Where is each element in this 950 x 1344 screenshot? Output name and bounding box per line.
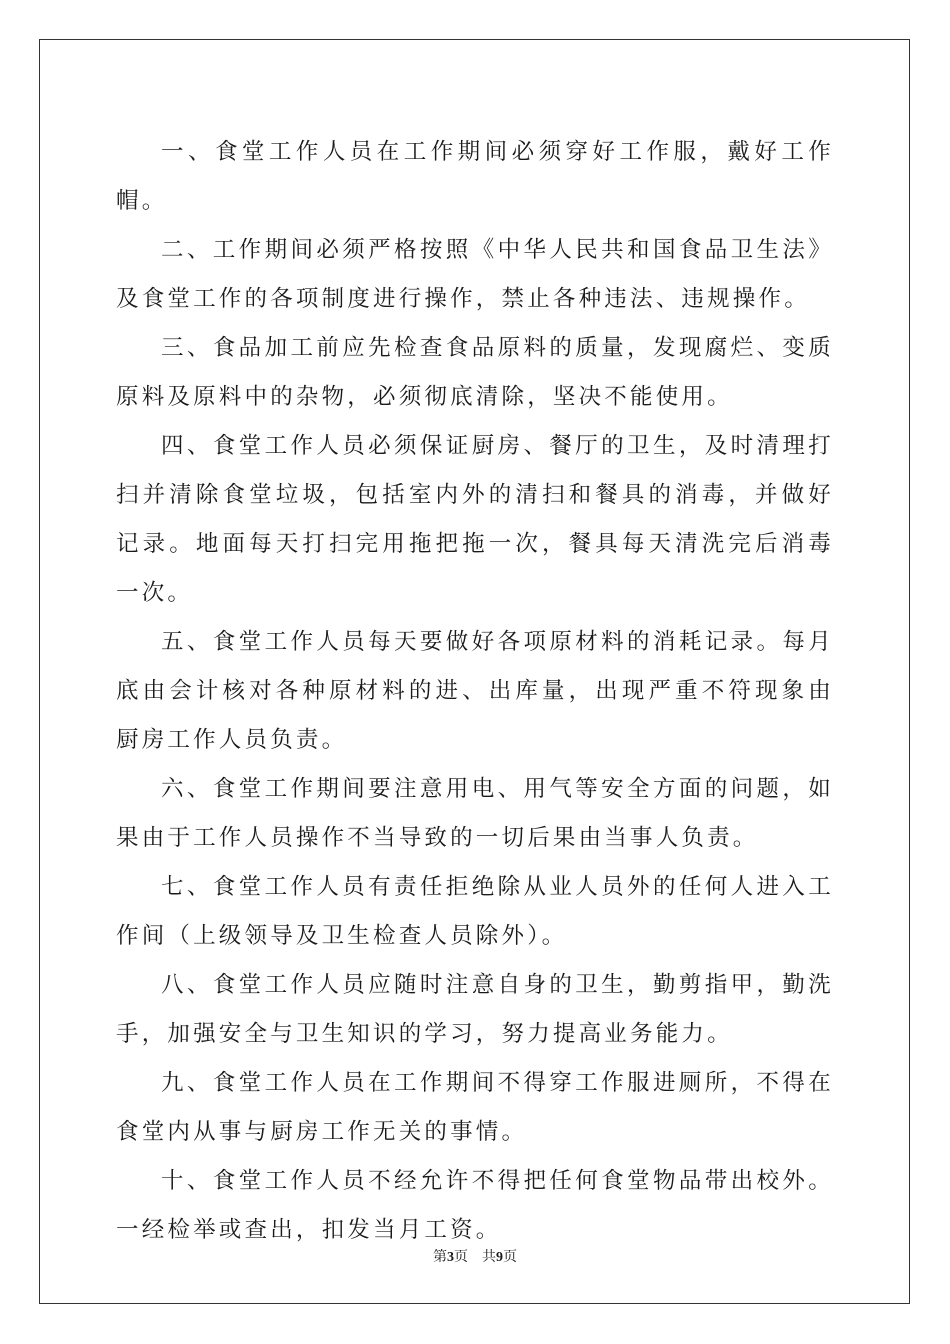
document-body	[116, 128, 834, 1255]
paragraph-6: 六、食堂工作期间要注意用电、用气等安全方面的问题，如果由于工作人员操作不当导致的一切后果由当事人负责。	[116, 776, 834, 851]
page-footer	[0, 1248, 950, 1267]
paragraph-5: 五、食堂工作人员每天要做好各项原材料的消耗记录。每月底由会计核对各种原材料的进、出库量，出现严重不符现象由厨房工作人员负责。	[116, 629, 834, 753]
paragraph-8: 八、食堂工作人员应随时注意自身的卫生，勤剪指甲，勤洗手，加强安全与卫生知识的学习，努力提高业务能力。	[116, 972, 834, 1047]
page-prefix: 第	[433, 1249, 447, 1265]
page-total-count	[482, 1249, 517, 1265]
paragraph-10: 十、食堂工作人员不经允许不得把任何食堂物品带出校外。一经检举或查出，扣发当月工资。	[116, 1168, 834, 1243]
paragraph-4: 四、食堂工作人员必须保证厨房、餐厅的卫生，及时清理打扫并清除食堂垃圾，包括室内外的清扫和餐具的消毒，并做好记录。地面每天打扫完用拖把拖一次，餐具每天清洗完后消毒一次。	[116, 433, 834, 606]
page-total: 9	[496, 1250, 503, 1265]
paragraph-2: 二、工作期间必须严格按照《中华人民共和国食品卫生法》及食堂工作的各项制度进行操作，禁止各种违法、违规操作。	[116, 237, 834, 312]
total-prefix: 共	[482, 1249, 496, 1265]
paragraph-7: 七、食堂工作人员有责任拒绝除从业人员外的任何人进入工作间（上级领导及卫生检查人员除外）。	[116, 874, 834, 949]
paragraph-3: 三、食品加工前应先检查食品原料的质量，发现腐烂、变质原料及原料中的杂物，必须彻底清除，坚决不能使用。	[116, 335, 834, 410]
total-unit: 页	[503, 1249, 517, 1265]
page-current: 3	[447, 1250, 454, 1265]
page-unit: 页	[454, 1249, 468, 1265]
page-number	[433, 1249, 468, 1265]
paragraph-1: 一、食堂工作人员在工作期间必须穿好工作服，戴好工作帽。	[116, 139, 834, 214]
paragraph-9: 九、食堂工作人员在工作期间不得穿工作服进厕所，不得在食堂内从事与厨房工作无关的事情。	[116, 1070, 834, 1145]
